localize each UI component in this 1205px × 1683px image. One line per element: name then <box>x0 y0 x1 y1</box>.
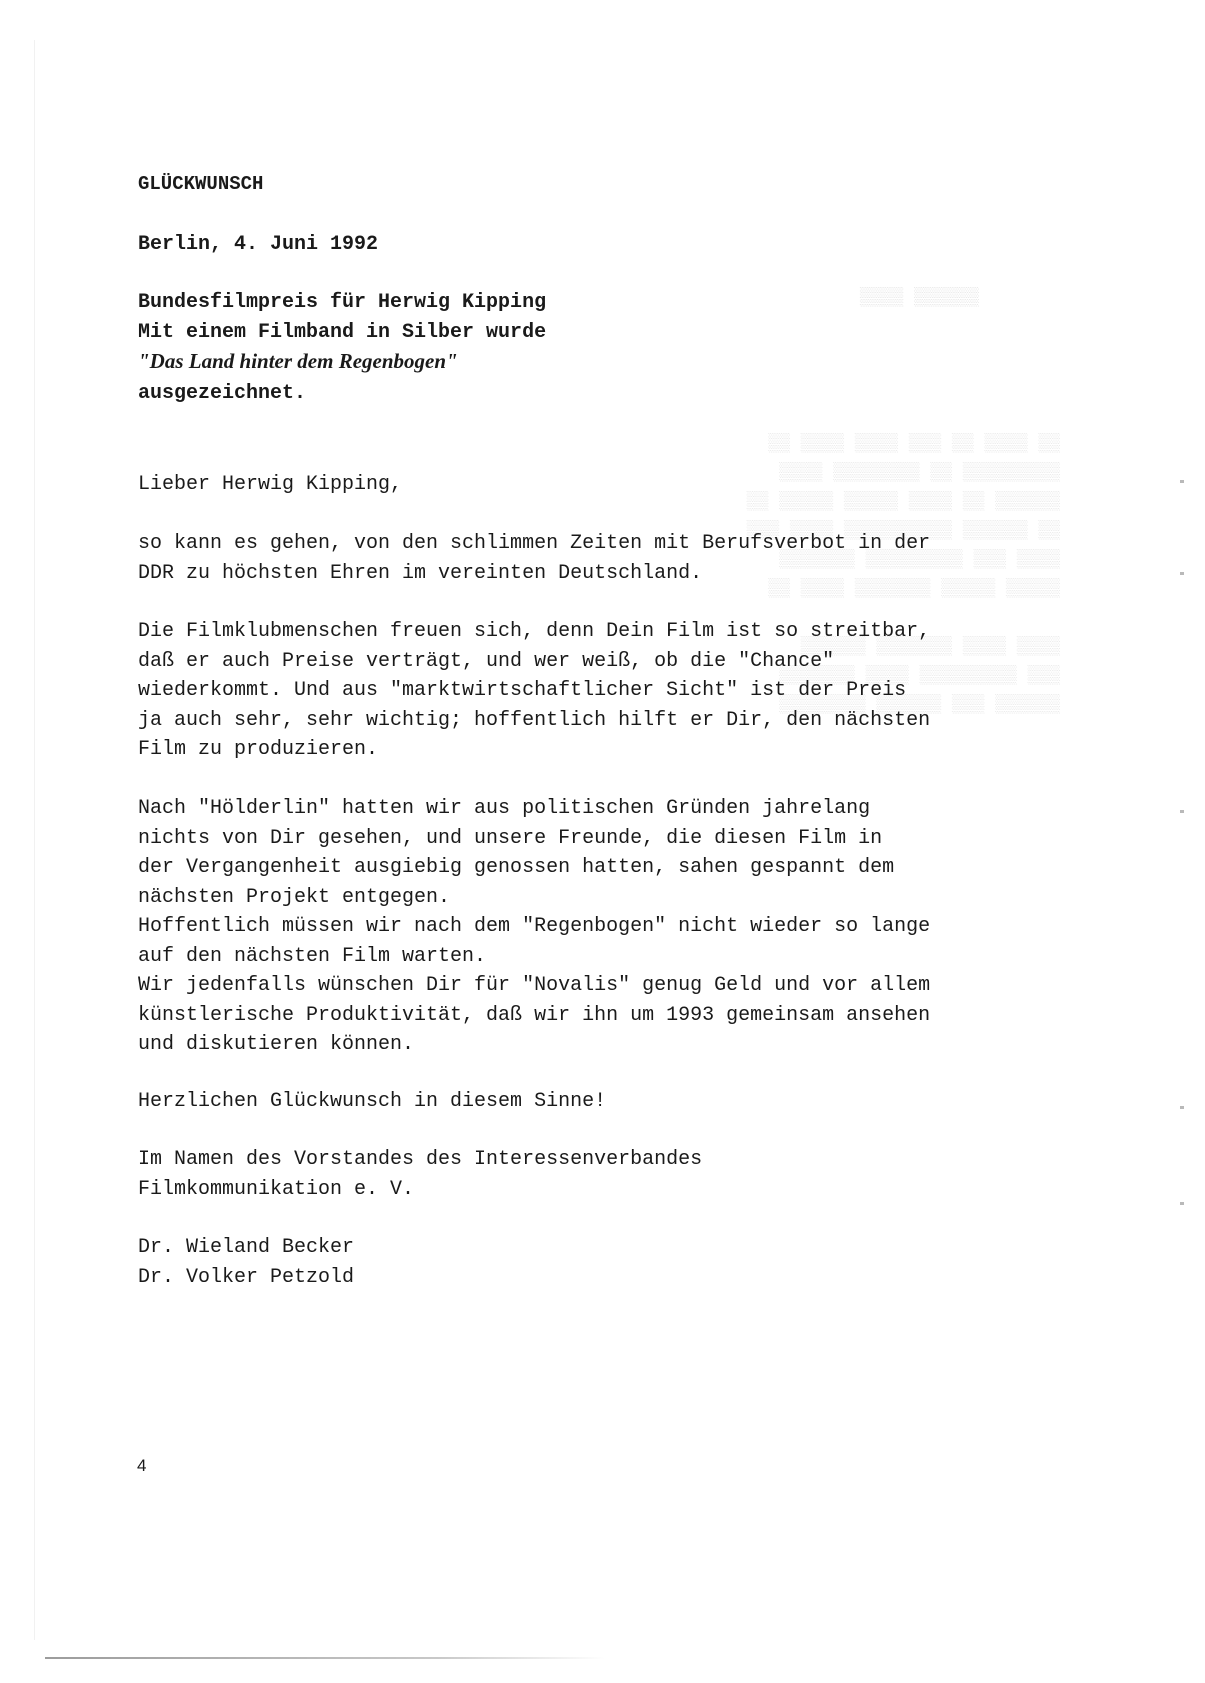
paragraph-2: Die Filmklubmenschen freuen sich, denn Dein Film ist so streitbar, daß er auch Preise verträgt, und wer weiß, ob die "Chance" wiederkommt. Und aus "marktwirtschaftlicher Sicht" ist der Preis ja auch sehr, sehr wichtig; hoffentlich hilft er Dir, den nächsten Film zu produzieren. <box>138 620 931 761</box>
film-title-text: Das Land hinter dem Regenbogen <box>149 349 447 373</box>
page-edge-shadow <box>34 40 35 1640</box>
show-through-text: ▒▒ ▒▒▒▒ ▒▒ ▒▒▒ ▒▒▒▒ ▒▒▒▒ ▒▒ ▒▒▒▒▒▒▒▒▒ ▒▒ ▒▒▒▒▒▒▒▒ ▒▒▒▒ ▒▒▒▒▒▒ ▒▒ ▒▒▒▒ ▒▒▒▒▒ ▒▒▒▒▒ ▒▒ ▒▒ ▒▒▒▒▒▒ ▒▒▒▒▒▒▒▒▒▒ ▒▒▒▒ ▒▒▒ ▒▒▒▒ ▒▒▒ ▒▒▒▒▒▒▒▒▒ ▒▒▒▒▒▒▒ ▒▒▒▒▒ ▒▒▒▒▒ ▒▒▒▒▒▒▒ ▒▒▒▒ ▒▒ ▒▒▒▒ ▒▒▒▒ ▒▒▒▒▒▒▒ ▒▒▒▒▒▒ ▒▒▒ ▒▒▒▒▒▒▒▒▒ ▒▒▒▒ ▒▒▒▒▒▒▒ ▒▒▒▒▒▒ ▒▒▒ ▒▒▒▒▒▒ ▒▒▒▒▒▒▒▒ <box>746 434 1060 715</box>
paragraph-3: Nach "Hölderlin" hatten wir aus politischen Gründen jahrelang nichts von Dir gesehen, und unsere Freunde, die diesen Film in der Vergangenheit ausgiebig genossen hatten, sahen gespannt dem nächsten Projekt entgegen. Hoffentlich müssen wir nach dem "Regenbogen" nicht wieder so lange auf den nächsten Film warten. Wir jedenfalls wünschen Dir für "Novalis" genug Geld und vor allem künstlerische Produktivität, daß wir ihn um 1993 gemeinsam ansehen und diskutieren können. <box>138 797 931 1056</box>
film-title <box>138 349 458 373</box>
film-title-close-quote: " <box>446 349 458 373</box>
margin-mark <box>1180 1202 1184 1205</box>
signer-names: Dr. Wieland Becker Dr. Volker Petzold <box>138 1236 355 1289</box>
letter-heading: GLÜCKWUNSCH <box>138 173 264 195</box>
margin-mark <box>1180 572 1184 575</box>
award-notice <box>138 288 546 408</box>
award-line: Mit einem Filmband in Silber wurde <box>138 320 547 344</box>
salutation: Lieber Herwig Kipping, <box>138 473 403 496</box>
paragraph-1: so kann es gehen, von den schlimmen Zeiten mit Berufsverbot in der DDR zu höchsten Ehren im vereinten Deutschland. <box>138 532 931 585</box>
film-title-open-quote: " <box>138 349 150 373</box>
margin-mark <box>1180 810 1184 813</box>
date-line: Berlin, 4. Juni 1992 <box>138 233 379 256</box>
award-line: ausgezeichnet. <box>138 381 307 405</box>
show-through-text: ▒▒▒▒▒▒ ▒▒▒▒ <box>860 288 979 308</box>
bottom-rule <box>45 1657 605 1659</box>
margin-mark <box>1180 480 1184 483</box>
organization-signature: Im Namen des Vorstandes des Interessenverbandes Filmkommunikation e. V. <box>138 1148 703 1201</box>
award-line: Bundesfilmpreis für Herwig Kipping <box>138 291 547 314</box>
margin-mark <box>1180 1106 1184 1109</box>
closing-line: Herzlichen Glückwunsch in diesem Sinne! <box>138 1090 607 1113</box>
page-number: 4 <box>137 1456 147 1475</box>
